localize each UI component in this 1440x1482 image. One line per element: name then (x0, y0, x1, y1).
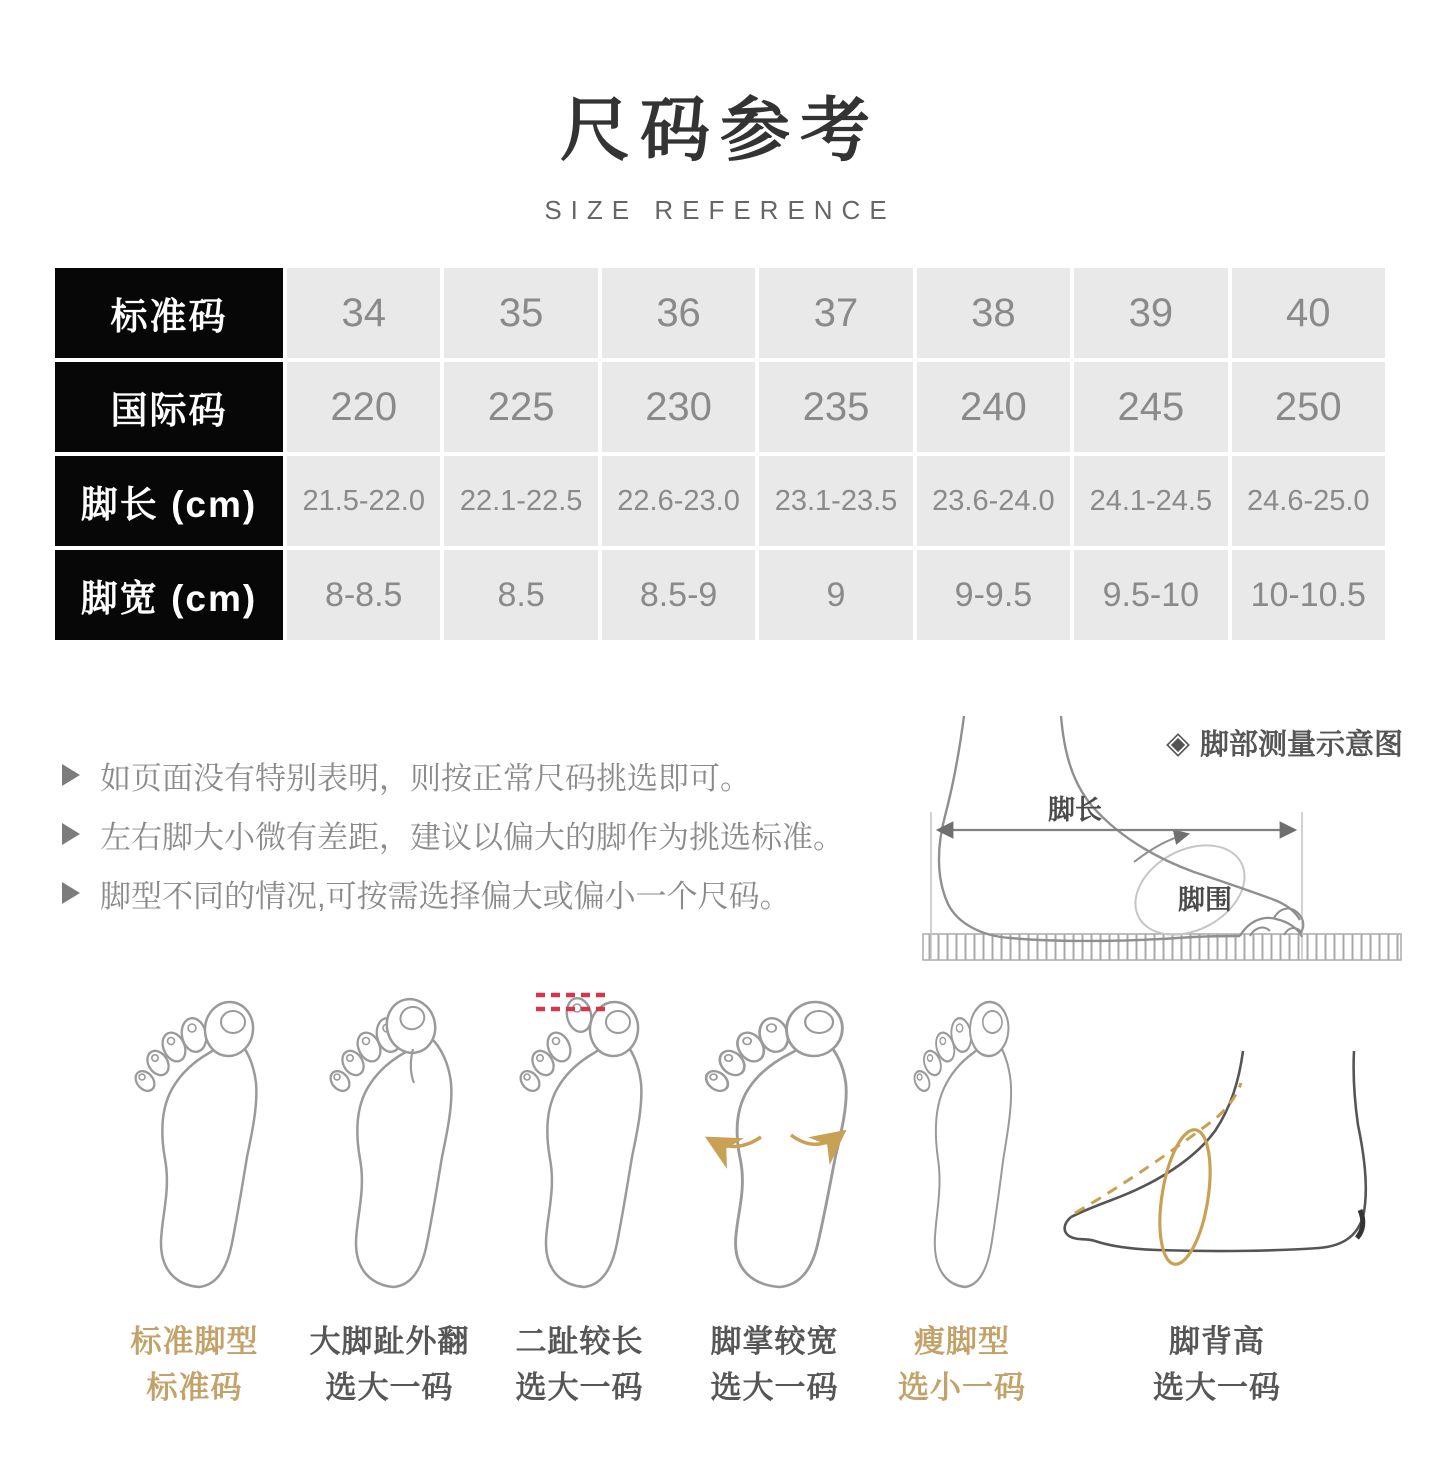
note-item (62, 756, 902, 794)
foot-type-label: 标准脚型 标准码 (130, 1324, 259, 1405)
header (0, 74, 1440, 226)
size-table-row-header: 标准码 (55, 268, 283, 358)
size-table-cell: 240 (917, 362, 1070, 452)
size-table-cell: 245 (1074, 362, 1227, 452)
bullet-triangle-icon (62, 764, 80, 786)
foot-length-label: 脚长 (1048, 795, 1102, 825)
size-table-row-header: 国际码 (55, 362, 283, 452)
foot-type-wide (672, 985, 877, 1411)
measure-diagram-title (1166, 722, 1403, 763)
note-item (62, 815, 902, 853)
size-table-cell: 24.6-25.0 (1232, 456, 1385, 546)
foot-figure-high-instep (1057, 1045, 1377, 1295)
foot-type-label: 脚掌较宽 选大一码 (710, 1324, 839, 1405)
size-table-cell: 8.5-9 (602, 550, 755, 640)
measure-title-text: 脚部测量示意图 (1199, 729, 1403, 761)
foot-type-high-instep (1052, 985, 1382, 1411)
size-table-cell: 9-9.5 (917, 550, 1070, 640)
size-table-cell: 24.1-24.5 (1074, 456, 1227, 546)
size-table-row-header: 脚长 (cm) (55, 456, 283, 546)
size-table-cell: 37 (759, 268, 912, 358)
size-table-cell: 39 (1074, 268, 1227, 358)
size-table-cell: 35 (444, 268, 597, 358)
page-subtitle: SIZE REFERENCE (544, 195, 896, 225)
bullet-triangle-icon (62, 882, 80, 904)
foot-type-standard (92, 985, 297, 1411)
note-item (62, 874, 902, 912)
foot-figure-bunion (310, 985, 470, 1295)
note-text: 如页面没有特别表明，则按正常尺码挑选即可。 (100, 760, 751, 796)
size-table-cell: 23.6-24.0 (917, 456, 1070, 546)
foot-type-slim (867, 985, 1057, 1411)
size-table-cell: 225 (444, 362, 597, 452)
foot-figure-standard (115, 985, 275, 1295)
foot-type-bunion (287, 985, 492, 1411)
size-table-cell: 235 (759, 362, 912, 452)
foot-type-label: 脚背高 选大一码 (1153, 1324, 1281, 1405)
notes-list (62, 756, 902, 933)
foot-type-long-second-toe (477, 985, 682, 1411)
size-table-cell: 250 (1232, 362, 1385, 452)
foot-type-label: 瘦脚型 选小一码 (898, 1324, 1026, 1405)
foot-type-label: 二趾较长 选大一码 (515, 1324, 644, 1405)
foot-types-section (0, 985, 1440, 1415)
foot-figure-wide (695, 985, 855, 1295)
size-table-cell: 34 (287, 268, 440, 358)
size-table-row-header: 脚宽 (cm) (55, 550, 283, 640)
page-title: 尺码参考 (560, 91, 880, 169)
diamond-icon: ◈ (1166, 724, 1190, 760)
note-text: 左右脚大小微有差距，建议以偏大的脚作为挑选标准。 (100, 819, 844, 855)
foot-type-label: 大脚趾外翻 选大一码 (309, 1324, 470, 1405)
size-table-cell: 22.6-23.0 (602, 456, 755, 546)
size-table-cell: 8-8.5 (287, 550, 440, 640)
size-table-cell: 36 (602, 268, 755, 358)
size-table-cell: 9 (759, 550, 912, 640)
size-table-cell: 220 (287, 362, 440, 452)
size-table-cell: 10-10.5 (1232, 550, 1385, 640)
size-table (55, 268, 1385, 640)
foot-girth-label: 脚围 (1178, 885, 1232, 915)
note-text: 脚型不同的情况,可按需选择偏大或偏小一个尺码。 (100, 878, 791, 914)
size-table-cell: 22.1-22.5 (444, 456, 597, 546)
size-table-cell: 40 (1232, 268, 1385, 358)
size-table-cell: 8.5 (444, 550, 597, 640)
bullet-triangle-icon (62, 823, 80, 845)
size-table-cell: 23.1-23.5 (759, 456, 912, 546)
foot-figure-long-second-toe (500, 985, 660, 1295)
size-table-cell: 21.5-22.0 (287, 456, 440, 546)
size-table-cell: 38 (917, 268, 1070, 358)
size-table-cell: 230 (602, 362, 755, 452)
foot-figure-slim (882, 985, 1042, 1295)
size-table-cell: 9.5-10 (1074, 550, 1227, 640)
foot-measure-diagram (898, 710, 1425, 966)
